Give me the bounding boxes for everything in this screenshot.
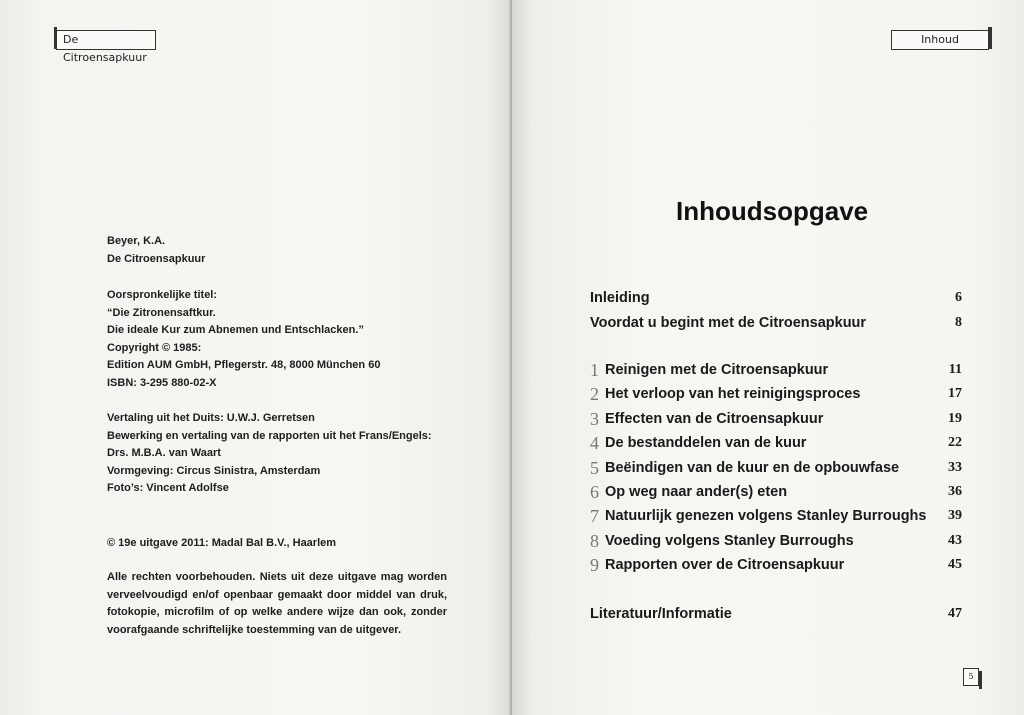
- toc-chapter-entry: [590, 386, 962, 408]
- toc-entry-label: Natuurlijk genezen volgens Stanley Burroughs: [605, 508, 927, 525]
- credits-block: [107, 410, 432, 498]
- toc-entry-label: Voordat u begint met de Citroensapkuur: [590, 315, 867, 331]
- toc-entry-label: Beëindigen van de kuur en de opbouwfase: [605, 459, 900, 476]
- chapter-number: 7: [590, 506, 599, 527]
- chapter-number: 5: [590, 457, 599, 478]
- author-block: [107, 233, 205, 268]
- toc-entry-page: 11: [948, 362, 962, 377]
- copyright: Copyright © 1985:: [107, 341, 202, 354]
- original-title-block: [107, 287, 380, 392]
- toc-chapter-entry: [590, 435, 962, 457]
- toc-entry-page: 45: [948, 557, 962, 573]
- toc-chapter-entry: [590, 408, 962, 433]
- toc-entry-page: 22: [948, 435, 962, 451]
- toc-entry-page: 19: [948, 410, 962, 426]
- page-number: 5: [963, 668, 979, 686]
- chapter-number: 9: [590, 555, 599, 576]
- toc-entry-label: Voeding volgens Stanley Burroughs: [605, 532, 854, 549]
- page-title: Inhoudsopgave: [676, 196, 869, 226]
- toc-chapter-entry: [590, 557, 962, 579]
- chapter-number: 2: [590, 384, 599, 405]
- publisher: Edition AUM GmbH, Pflegerstr. 48, 8000 München 60: [107, 359, 381, 371]
- running-head-right: Inhoud: [891, 30, 989, 50]
- edition-line: © 19e uitgave 2011: Madal Bal B.V., Haarlem: [107, 537, 337, 549]
- toc-entry-label: De bestanddelen van de kuur: [605, 435, 807, 452]
- original-subtitle: Die ideale Kur zum Abnemen und Entschlacken.”: [107, 324, 364, 336]
- toc-entry-label: Inleiding: [590, 290, 650, 306]
- toc-entry-page: 43: [948, 532, 962, 548]
- toc-entry-page: 6: [955, 290, 962, 305]
- toc-entry-label: Op weg naar ander(s) eten: [605, 484, 788, 500]
- toc-entry-label: Het verloop van het reinigingsproces: [605, 386, 861, 403]
- adaptation-credit: Bewerking en vertaling van de rapporten uit het Frans/Engels:: [107, 429, 432, 442]
- toc-entry-page: 8: [955, 315, 962, 330]
- toc-chapter-entry: [590, 457, 962, 482]
- book-title: De Citroensapkuur: [107, 252, 206, 265]
- adaptation-by: Drs. M.B.A. van Waart: [107, 447, 221, 459]
- chapter-number: 3: [590, 408, 599, 429]
- toc-entry-page: 33: [948, 459, 962, 475]
- toc-chapter-entry: [590, 508, 962, 530]
- rights-notice: Alle rechten voorbehouden. Niets uit deze uitgave mag worden verveelvoudigd en/of openbaar gemaakt door middel van druk, fotokopie, microfilm of op welke andere wijze dan ook, zonder voorafgaande schriftelijke toestemming van de uitgever.: [107, 571, 447, 636]
- chapter-number: 1: [590, 360, 599, 380]
- chapter-number: 8: [590, 530, 599, 551]
- toc-entry-page: 47: [948, 606, 962, 621]
- author: Beyer, K.A.: [107, 235, 166, 247]
- design-credit: Vormgeving: Circus Sinistra, Amsterdam: [107, 464, 321, 477]
- toc-entry-page: 36: [948, 484, 962, 499]
- photo-credit: Foto’s: Vincent Adolfse: [107, 482, 229, 494]
- toc-back-entry: [590, 606, 962, 628]
- isbn: ISBN: 3-295 880-02-X: [107, 376, 217, 389]
- toc-entry-page: 39: [948, 508, 962, 524]
- toc-chapter-entry: [590, 484, 962, 506]
- original-title: “Die Zitronensaftkur.: [107, 306, 216, 319]
- toc-entry-label: Effecten van de Citroensapkuur: [605, 410, 824, 427]
- toc-entry-page: 17: [948, 386, 962, 402]
- chapter-number: 4: [590, 433, 599, 454]
- toc-entry-label: Rapporten over de Citroensapkuur: [605, 557, 845, 574]
- translation-credit: Vertaling uit het Duits: U.W.J. Gerretsen: [107, 412, 315, 424]
- original-title-label: Oorspronkelijke titel:: [107, 289, 218, 301]
- toc-front-entry: [590, 290, 962, 312]
- toc-front-entry: [590, 315, 962, 337]
- toc-entry-label: Literatuur/Informatie: [590, 606, 732, 622]
- toc-chapter-entry: [590, 530, 962, 555]
- running-head-left: De Citroensapkuur: [56, 30, 156, 50]
- toc-chapter-entry: [590, 362, 962, 384]
- chapter-number: 6: [590, 482, 599, 502]
- toc-entry-label: Reinigen met de Citroensapkuur: [605, 362, 829, 378]
